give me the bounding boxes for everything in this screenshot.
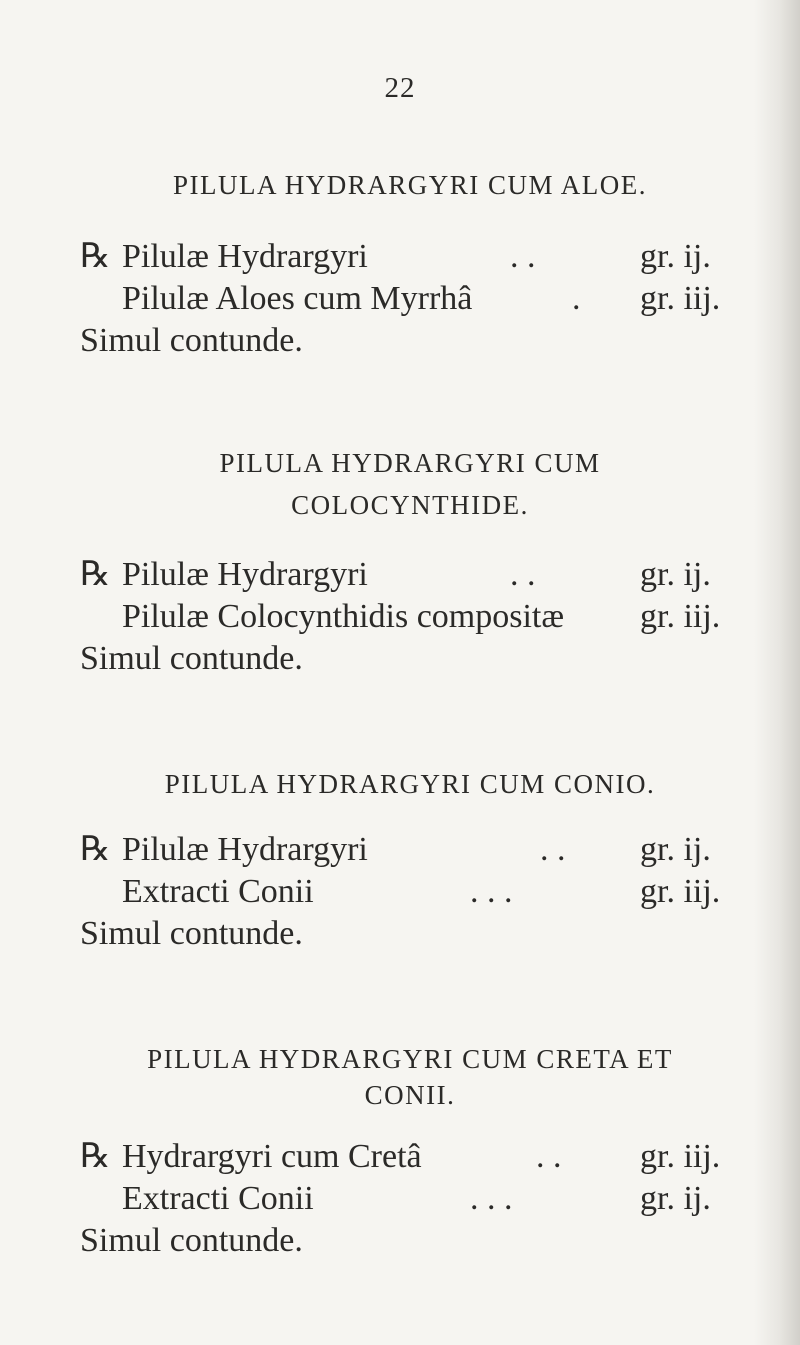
ingredient-name: Pilulæ Hydrargyri — [122, 238, 368, 275]
recipe-body — [0, 829, 800, 955]
leader-dots: . . — [536, 1138, 562, 1175]
ingredient-line — [0, 871, 800, 913]
recipe-title-line-2: CONII. — [364, 1080, 456, 1110]
recipe-body — [0, 1136, 800, 1262]
ingredient-line — [0, 596, 800, 638]
recipe-title: PILULA HYDRARGYRI CUM CONIO. — [164, 769, 656, 799]
ingredient-line — [0, 1178, 800, 1220]
ingredient-dose: gr. iij. — [640, 598, 721, 635]
ingredient-dose: gr. ij. — [640, 556, 711, 593]
leader-dots: . — [572, 280, 581, 317]
ingredient-name: Extracti Conii — [122, 1180, 314, 1217]
instruction-text: Simul contunde. — [80, 915, 303, 952]
ingredient-name: Hydrargyri cum Cretâ — [122, 1138, 422, 1175]
leader-dots: . . . — [470, 873, 513, 910]
rx-symbol: ℞ — [80, 1138, 111, 1175]
ingredient-line — [0, 278, 800, 320]
ingredient-line — [0, 236, 800, 278]
leader-dots: . . — [510, 238, 536, 275]
recipe-creta-et-conii — [0, 1038, 800, 1262]
recipe-title-line-2: COLOCYNTHIDE. — [291, 490, 529, 520]
recipe-title: PILULA HYDRARGYRI CUM — [219, 448, 601, 478]
ingredient-line — [0, 829, 800, 871]
instruction-line — [0, 320, 800, 362]
instruction-text: Simul contunde. — [80, 640, 303, 677]
recipe-conio — [0, 763, 800, 955]
rx-symbol: ℞ — [80, 238, 111, 275]
rx-symbol: ℞ — [80, 831, 111, 868]
ingredient-line — [0, 1136, 800, 1178]
leader-dots: . . — [540, 831, 566, 868]
ingredient-dose: gr. iij. — [640, 280, 721, 317]
ingredient-name: Extracti Conii — [122, 873, 314, 910]
ingredient-name: Pilulæ Colocynthidis compositæ — [122, 598, 565, 635]
leader-dots: . . . — [470, 1180, 513, 1217]
recipe-body — [0, 554, 800, 680]
instruction-line — [0, 913, 800, 955]
recipe-body — [0, 236, 800, 362]
ingredient-name: Pilulæ Aloes cum Myrrhâ — [122, 280, 473, 317]
ingredient-dose: gr. ij. — [640, 1180, 711, 1217]
ingredient-name: Pilulæ Hydrargyri — [122, 556, 368, 593]
ingredient-dose: gr. iij. — [640, 873, 721, 910]
rx-symbol: ℞ — [80, 556, 111, 593]
ingredient-dose: gr. iij. — [640, 1138, 721, 1175]
recipe-aloe — [0, 164, 800, 362]
instruction-line — [0, 1220, 800, 1262]
ingredient-name: Pilulæ Hydrargyri — [122, 831, 368, 868]
ingredient-dose: gr. ij. — [640, 238, 711, 275]
recipe-colocynthide — [0, 442, 800, 680]
ingredient-dose: gr. ij. — [640, 831, 711, 868]
instruction-text: Simul contunde. — [80, 322, 303, 359]
recipe-title: PILULA HYDRARGYRI CUM ALOE. — [172, 170, 648, 200]
instruction-text: Simul contunde. — [80, 1222, 303, 1259]
leader-dots: . . — [510, 556, 536, 593]
page-number: 22 — [384, 72, 416, 104]
recipe-title: PILULA HYDRARGYRI CUM CRETA ET — [147, 1044, 673, 1074]
instruction-line — [0, 638, 800, 680]
ingredient-line — [0, 554, 800, 596]
